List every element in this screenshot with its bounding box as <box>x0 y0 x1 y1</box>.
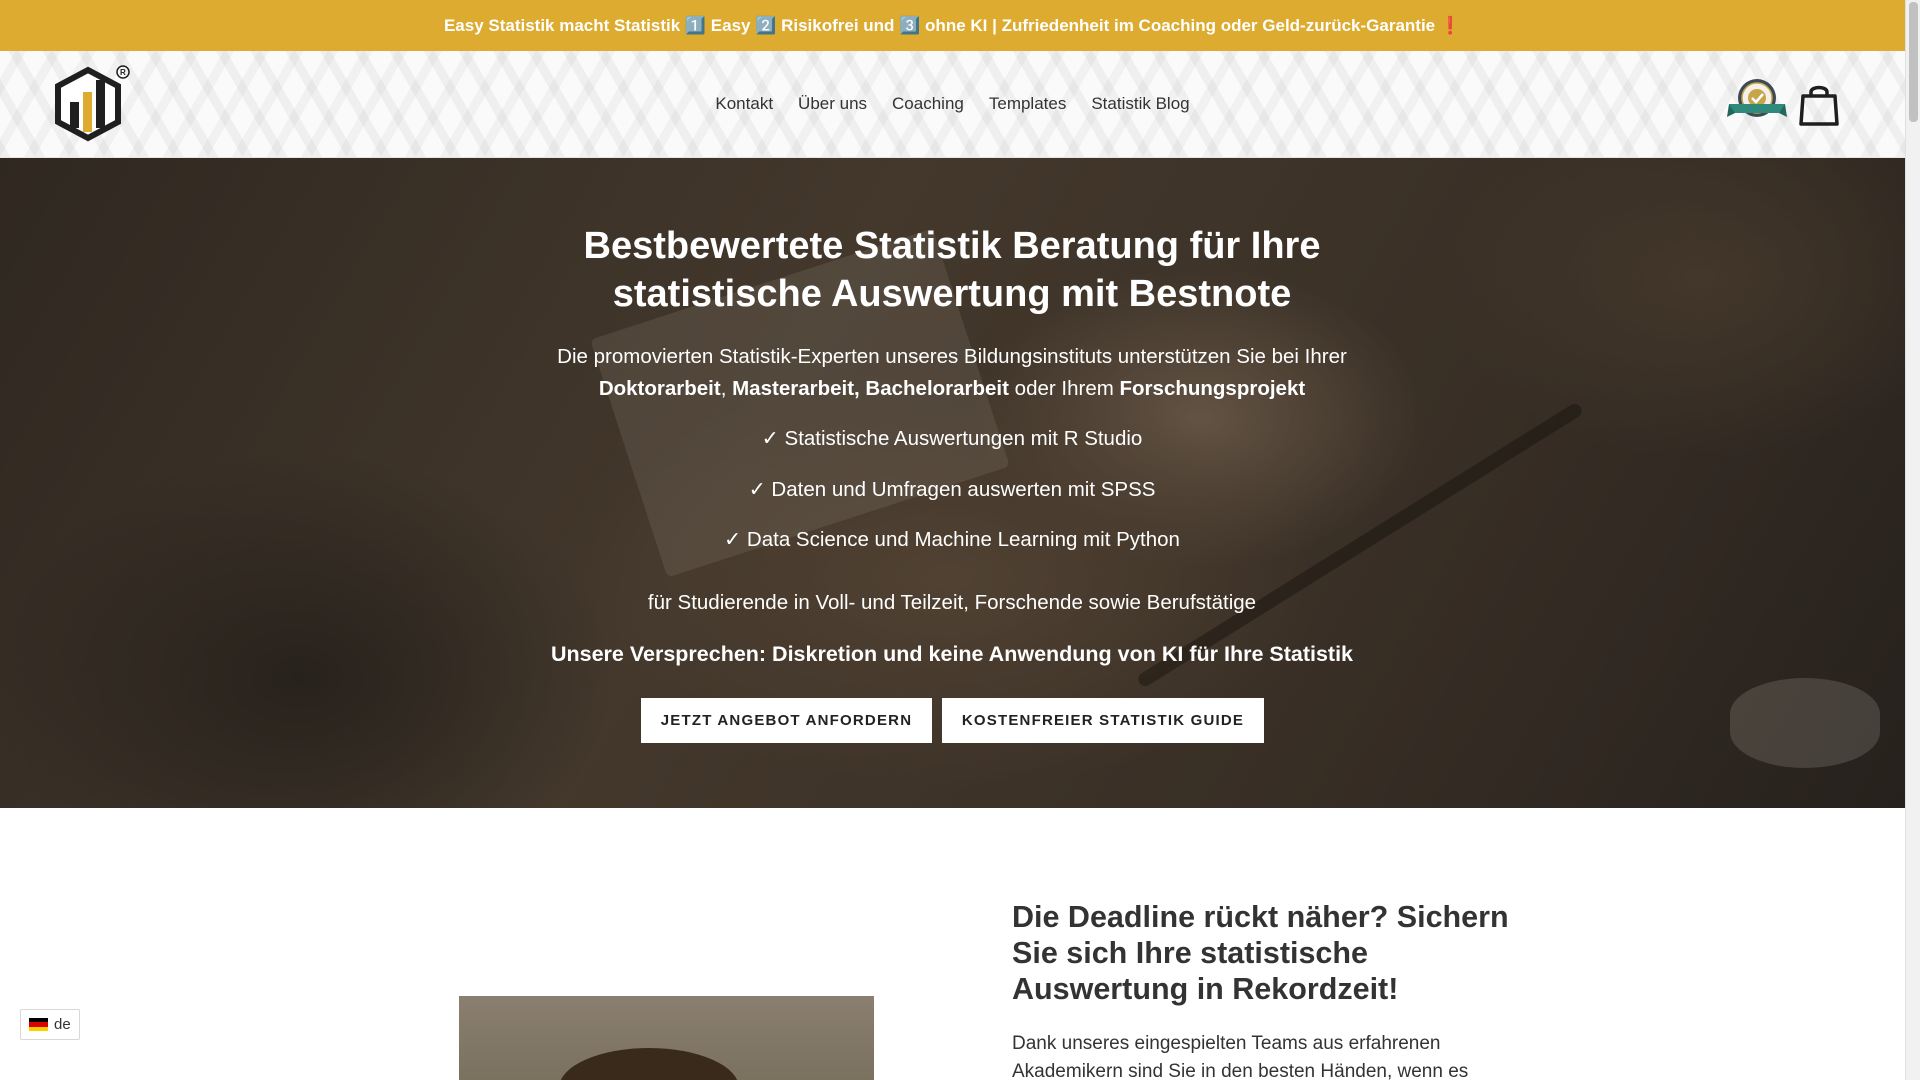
main-navigation <box>0 51 1905 156</box>
vertical-scrollbar[interactable] <box>1905 0 1920 1080</box>
announcement-bar <box>0 0 1905 51</box>
free-guide-button[interactable]: KOSTENFREIER STATISTIK GUIDE <box>942 698 1264 743</box>
hero-section <box>0 158 1905 808</box>
scrollbar-thumb[interactable] <box>1909 2 1918 122</box>
request-offer-button[interactable]: JETZT ANGEBOT ANFORDERN <box>641 698 932 743</box>
hero-intro-master-bachelor: Masterarbeit, Bachelorarbeit <box>732 377 1009 400</box>
hero-intro <box>502 341 1402 405</box>
announcement-link[interactable]: Easy Statistik macht Statistik 1️⃣ Easy 2️⃣ Risikofrei und 3️⃣ ohne KI | Zufriedenheit im Coaching oder Geld-zurück-Garantie ❗ <box>443 15 1462 35</box>
hero-content <box>0 158 1905 808</box>
hero-promise: Unsere Versprechen: Diskretion und keine Anwendung von KI für Ihre Statistik <box>550 642 1354 666</box>
nav-item-ueber-uns[interactable]: Über uns <box>798 93 868 113</box>
hero-audience: für Studierende in Voll- und Teilzeit, Forschende sowie Berufstätige <box>647 591 1257 614</box>
hero-intro-separator: , <box>720 377 727 400</box>
hero-title: Bestbewertete Statistik Beratung für Ihre statistische Auswertung mit Bestnote <box>583 225 1321 315</box>
nav-item-statistik-blog[interactable]: Statistik Blog <box>1091 93 1190 113</box>
german-flag-icon <box>29 1018 48 1031</box>
nav-item-kontakt[interactable]: Kontakt <box>715 93 774 113</box>
shopping-bag-icon[interactable] <box>1799 82 1839 126</box>
svg-text:R: R <box>120 68 126 77</box>
rating-seal-icon[interactable] <box>1727 77 1787 127</box>
check-item-spss: ✓ Daten und Umfragen auswerten mit SPSS <box>748 478 1156 501</box>
nav-list <box>715 94 1189 114</box>
hero-intro-prefix: Die promovierten Statistik-Experten unseres Bildungsinstituts unterstützen Sie bei Ihrer <box>557 345 1347 368</box>
hero-intro-mid: oder Ihrem <box>1014 377 1114 400</box>
check-item-r-studio: ✓ Statistische Auswertungen mit R Studio <box>761 427 1143 450</box>
hero-intro-doktorarbeit: Doktorarbeit <box>598 377 721 400</box>
language-code: de <box>54 1016 71 1033</box>
promo-text: Dank unseres eingespielten Teams aus erfahrenen Akademikern sind Sie in den besten Händen, wenn es <box>1012 1033 1469 1080</box>
hero-intro-forschungsprojekt: Forschungsprojekt <box>1119 377 1306 400</box>
site-header <box>0 51 1905 158</box>
language-selector[interactable] <box>20 1009 80 1040</box>
promo-title: Die Deadline rückt näher? Sichern Sie sich Ihre statistische Auswertung in Rekordzeit! <box>1012 900 1509 1006</box>
nav-item-templates[interactable]: Templates <box>988 93 1067 113</box>
promo-image <box>459 996 874 1080</box>
check-item-python: ✓ Data Science und Machine Learning mit Python <box>724 528 1180 551</box>
promo-image-person <box>559 1048 739 1080</box>
nav-item-coaching[interactable]: Coaching <box>892 93 964 113</box>
